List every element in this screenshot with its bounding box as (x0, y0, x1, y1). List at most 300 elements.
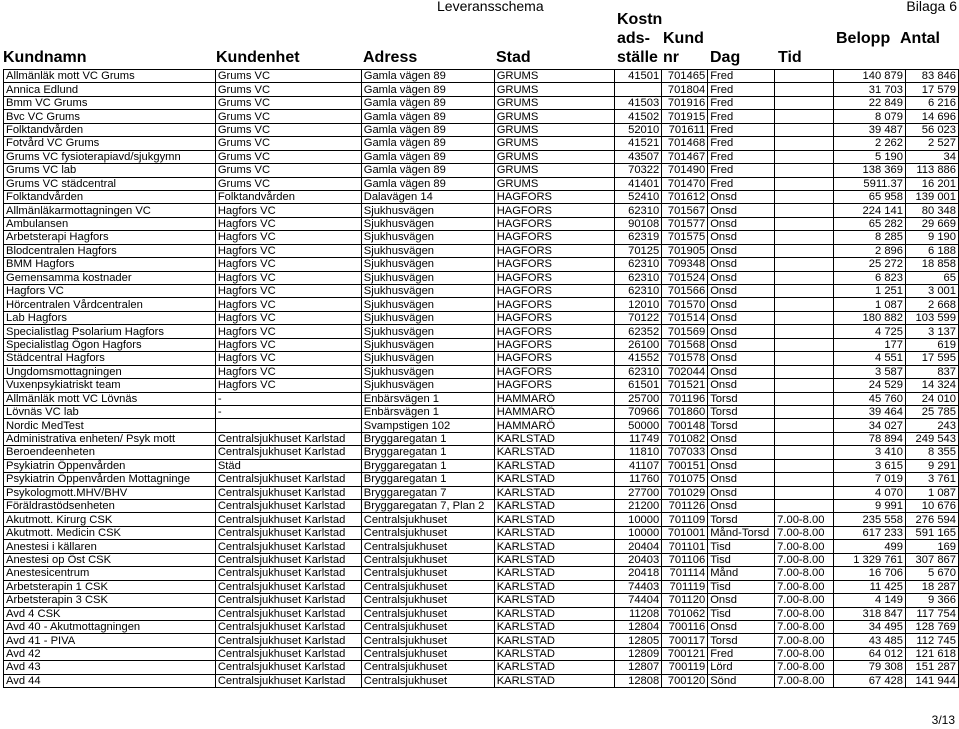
tid-cell (775, 150, 834, 163)
table-row (4, 620, 959, 633)
table-row (4, 594, 959, 607)
tid-cell (775, 217, 834, 230)
stad-cell: HAGFORS (494, 338, 615, 351)
adress-cell: Gamla vägen 89 (361, 96, 494, 109)
belopp-cell: 617 233 (834, 526, 906, 539)
kundenhet-cell: Hagfors VC (215, 217, 361, 230)
kostnadsstalle-cell: 50000 (615, 419, 662, 432)
kundenhet-cell: Hagfors VC (215, 379, 361, 392)
kundenhet-cell: Folktandvården (215, 190, 361, 203)
antal-cell: 112 745 (905, 634, 958, 647)
antal-cell: 2 668 (905, 298, 958, 311)
kostnadsstalle-cell (615, 83, 662, 96)
kundenhet-cell: Hagfors VC (215, 244, 361, 257)
belopp-cell: 180 882 (834, 311, 906, 324)
table-row (4, 473, 959, 486)
dag-cell: Fred (708, 70, 775, 83)
stad-cell: KARLSTAD (494, 526, 615, 539)
kostnadsstalle-cell: 27700 (615, 486, 662, 499)
kundnamn-cell: Anestesi op Öst CSK (4, 553, 216, 566)
stad-cell: HAGFORS (494, 298, 615, 311)
dag-cell: Lörd (708, 661, 775, 674)
belopp-cell: 25 272 (834, 258, 906, 271)
kundnamn-cell: Bmm VC Grums (4, 96, 216, 109)
kundenhet-cell: Centralsjukhuset Karlstad (215, 473, 361, 486)
kundenhet-cell: Grums VC (215, 70, 361, 83)
belopp-cell: 177 (834, 338, 906, 351)
belopp-cell: 24 529 (834, 379, 906, 392)
kundnr-cell: 701905 (662, 244, 708, 257)
antal-cell: 3 001 (905, 285, 958, 298)
tid-cell: 7.00-8.00 (775, 526, 834, 539)
table-row (4, 567, 959, 580)
belopp-cell: 1 329 761 (834, 553, 906, 566)
belopp-cell: 9 991 (834, 500, 906, 513)
tid-cell (775, 365, 834, 378)
tid-cell (775, 190, 834, 203)
adress-cell: Sjukhusvägen (361, 338, 494, 351)
antal-cell: 117 754 (905, 607, 958, 620)
table-row (4, 607, 959, 620)
kundnamn-cell: Grums VC fysioterapiavd/sjukgymn (4, 150, 216, 163)
kundnamn-cell: Psykiatrin Öppenvården Mottagninge (4, 473, 216, 486)
header-kundnr-1: Kund (663, 30, 704, 47)
kundenhet-cell: Grums VC (215, 96, 361, 109)
kundnamn-cell: Avd 44 (4, 674, 216, 687)
kundnr-cell: 701521 (662, 379, 708, 392)
header-kostnadsstalle-2: ads- (617, 30, 650, 47)
kostnadsstalle-cell: 20403 (615, 553, 662, 566)
kostnadsstalle-cell: 62310 (615, 204, 662, 217)
dag-cell: Onsd (708, 379, 775, 392)
kundnr-cell: 701196 (662, 392, 708, 405)
belopp-cell: 2 896 (834, 244, 906, 257)
kundnr-cell: 701514 (662, 311, 708, 324)
document-title: Leveransschema (437, 0, 544, 14)
belopp-cell: 4 149 (834, 594, 906, 607)
adress-cell: Centralsjukhuset (361, 661, 494, 674)
antal-cell: 103 599 (905, 311, 958, 324)
stad-cell: GRUMS (494, 70, 615, 83)
table-row (4, 204, 959, 217)
stad-cell: KARLSTAD (494, 674, 615, 687)
kostnadsstalle-cell: 74404 (615, 594, 662, 607)
kundnr-cell: 701062 (662, 607, 708, 620)
tid-cell (775, 379, 834, 392)
antal-cell: 65 (905, 271, 958, 284)
kundnr-cell: 701119 (662, 580, 708, 593)
stad-cell: KARLSTAD (494, 553, 615, 566)
dag-cell: Onsd (708, 352, 775, 365)
kostnadsstalle-cell: 41503 (615, 96, 662, 109)
stad-cell: KARLSTAD (494, 473, 615, 486)
kundnamn-cell: Anestesi i källaren (4, 540, 216, 553)
kundenhet-cell: Centralsjukhuset Karlstad (215, 580, 361, 593)
table-row (4, 634, 959, 647)
kostnadsstalle-cell: 20404 (615, 540, 662, 553)
table-row (4, 244, 959, 257)
kundenhet-cell: Centralsjukhuset Karlstad (215, 594, 361, 607)
tid-cell (775, 311, 834, 324)
belopp-cell: 224 141 (834, 204, 906, 217)
kundnamn-cell: Administrativa enheten/ Psyk mott (4, 432, 216, 445)
belopp-cell: 3 615 (834, 459, 906, 472)
kostnadsstalle-cell: 62310 (615, 285, 662, 298)
header-stad: Stad (496, 49, 531, 66)
kundnamn-cell: Gemensamma kostnader (4, 271, 216, 284)
table-row (4, 405, 959, 418)
page-number: 3/13 (931, 713, 955, 727)
header-kostnadsstalle-1: Kostn (617, 11, 663, 28)
stad-cell: HAMMARÖ (494, 392, 615, 405)
kundnamn-cell: Avd 43 (4, 661, 216, 674)
kundnamn-cell: Annica Edlund (4, 83, 216, 96)
tid-cell (775, 352, 834, 365)
antal-cell: 56 023 (905, 123, 958, 136)
tid-cell: 7.00-8.00 (775, 607, 834, 620)
antal-cell: 6 216 (905, 96, 958, 109)
kundnr-cell: 701916 (662, 96, 708, 109)
belopp-cell: 5 190 (834, 150, 906, 163)
kundenhet-cell: Hagfors VC (215, 204, 361, 217)
antal-cell: 14 324 (905, 379, 958, 392)
table-row (4, 311, 959, 324)
kundenhet-cell: Centralsjukhuset Karlstad (215, 567, 361, 580)
dag-cell: Onsd (708, 298, 775, 311)
antal-cell: 3 761 (905, 473, 958, 486)
stad-cell: HAGFORS (494, 204, 615, 217)
adress-cell: Bryggaregatan 7 (361, 486, 494, 499)
kundnr-cell: 701082 (662, 432, 708, 445)
belopp-cell: 499 (834, 540, 906, 553)
tid-cell (775, 285, 834, 298)
delivery-schedule-table (3, 69, 959, 688)
tid-cell (775, 338, 834, 351)
kostnadsstalle-cell: 12805 (615, 634, 662, 647)
tid-cell (775, 137, 834, 150)
table-row (4, 150, 959, 163)
kundnamn-cell: BMM Hagfors (4, 258, 216, 271)
kostnadsstalle-cell: 41502 (615, 110, 662, 123)
adress-cell: Bryggaregatan 7, Plan 2 (361, 500, 494, 513)
adress-cell: Bryggaregatan 1 (361, 459, 494, 472)
adress-cell: Sjukhusvägen (361, 285, 494, 298)
stad-cell: KARLSTAD (494, 634, 615, 647)
adress-cell: Centralsjukhuset (361, 526, 494, 539)
antal-cell: 14 696 (905, 110, 958, 123)
header-adress: Adress (363, 49, 418, 66)
belopp-cell: 5911.37 (834, 177, 906, 190)
kostnadsstalle-cell: 70966 (615, 405, 662, 418)
antal-cell: 5 670 (905, 567, 958, 580)
table-row (4, 96, 959, 109)
kostnadsstalle-cell: 62310 (615, 271, 662, 284)
kundnr-cell: 701568 (662, 338, 708, 351)
stad-cell: HAGFORS (494, 285, 615, 298)
tid-cell: 7.00-8.00 (775, 553, 834, 566)
table-row (4, 661, 959, 674)
dag-cell: Onsd (708, 258, 775, 271)
antal-cell: 80 348 (905, 204, 958, 217)
kundenhet-cell: Grums VC (215, 137, 361, 150)
kundnr-cell: 700148 (662, 419, 708, 432)
table-row (4, 379, 959, 392)
kundnr-cell: 701570 (662, 298, 708, 311)
kundnamn-cell: Allmänläkarmottagningen VC (4, 204, 216, 217)
dag-cell: Månd-Torsd (708, 526, 775, 539)
table-row (4, 123, 959, 136)
kundenhet-cell: - (215, 405, 361, 418)
adress-cell: Enbärsvägen 1 (361, 405, 494, 418)
adress-cell: Enbärsvägen 1 (361, 392, 494, 405)
kundenhet-cell: - (215, 392, 361, 405)
table-row (4, 647, 959, 660)
table-row (4, 190, 959, 203)
antal-cell: 591 165 (905, 526, 958, 539)
table-row (4, 392, 959, 405)
kundnr-cell: 701114 (662, 567, 708, 580)
kundnamn-cell: Ambulansen (4, 217, 216, 230)
stad-cell: KARLSTAD (494, 513, 615, 526)
antal-cell: 837 (905, 365, 958, 378)
kundnamn-cell: Lövnäs VC lab (4, 405, 216, 418)
tid-cell: 7.00-8.00 (775, 513, 834, 526)
kundenhet-cell: Centralsjukhuset Karlstad (215, 540, 361, 553)
antal-cell: 249 543 (905, 432, 958, 445)
antal-cell: 113 886 (905, 164, 958, 177)
adress-cell: Centralsjukhuset (361, 607, 494, 620)
tid-cell: 7.00-8.00 (775, 580, 834, 593)
stad-cell: KARLSTAD (494, 647, 615, 660)
stad-cell: HAGFORS (494, 231, 615, 244)
belopp-cell: 65 958 (834, 190, 906, 203)
dag-cell: Onsd (708, 473, 775, 486)
tid-cell (775, 164, 834, 177)
stad-cell: HAGFORS (494, 190, 615, 203)
dag-cell: Tisd (708, 540, 775, 553)
kundnamn-cell: Arbetsterapin 3 CSK (4, 594, 216, 607)
adress-cell: Centralsjukhuset (361, 594, 494, 607)
kundnr-cell: 701120 (662, 594, 708, 607)
antal-cell: 10 676 (905, 500, 958, 513)
dag-cell: Onsd (708, 231, 775, 244)
tid-cell (775, 298, 834, 311)
tid-cell (775, 392, 834, 405)
kundnamn-cell: Avd 40 - Akutmottagningen (4, 620, 216, 633)
antal-cell: 2 527 (905, 137, 958, 150)
kundnamn-cell: Fotvård VC Grums (4, 137, 216, 150)
antal-cell: 17 595 (905, 352, 958, 365)
stad-cell: KARLSTAD (494, 620, 615, 633)
kundnr-cell: 700120 (662, 674, 708, 687)
belopp-cell: 11 425 (834, 580, 906, 593)
kundnr-cell: 701101 (662, 540, 708, 553)
kundenhet-cell: Hagfors VC (215, 311, 361, 324)
kundnr-cell: 701915 (662, 110, 708, 123)
adress-cell: Bryggaregatan 1 (361, 432, 494, 445)
kundenhet-cell: Hagfors VC (215, 285, 361, 298)
kostnadsstalle-cell: 61501 (615, 379, 662, 392)
table-row (4, 258, 959, 271)
dag-cell: Fred (708, 647, 775, 660)
table-row (4, 338, 959, 351)
adress-cell: Gamla vägen 89 (361, 150, 494, 163)
dag-cell: Fred (708, 110, 775, 123)
adress-cell: Centralsjukhuset (361, 634, 494, 647)
antal-cell: 16 201 (905, 177, 958, 190)
header-tid: Tid (778, 49, 802, 66)
adress-cell: Sjukhusvägen (361, 271, 494, 284)
dag-cell: Onsd (708, 244, 775, 257)
header-dag: Dag (710, 49, 741, 66)
belopp-cell: 45 760 (834, 392, 906, 405)
stad-cell: HAGFORS (494, 311, 615, 324)
dag-cell: Torsd (708, 392, 775, 405)
tid-cell (775, 459, 834, 472)
kundenhet-cell: Grums VC (215, 110, 361, 123)
stad-cell: KARLSTAD (494, 580, 615, 593)
antal-cell: 141 944 (905, 674, 958, 687)
dag-cell: Onsd (708, 594, 775, 607)
kundnr-cell: 700151 (662, 459, 708, 472)
tid-cell (775, 70, 834, 83)
kostnadsstalle-cell: 11810 (615, 446, 662, 459)
adress-cell: Sjukhusvägen (361, 217, 494, 230)
kundenhet-cell: Centralsjukhuset Karlstad (215, 674, 361, 687)
stad-cell: GRUMS (494, 110, 615, 123)
adress-cell: Centralsjukhuset (361, 647, 494, 660)
dag-cell: Tisd (708, 607, 775, 620)
kundnr-cell: 701126 (662, 500, 708, 513)
tid-cell (775, 231, 834, 244)
dag-cell: Onsd (708, 620, 775, 633)
belopp-cell: 16 706 (834, 567, 906, 580)
belopp-cell: 6 823 (834, 271, 906, 284)
antal-cell: 243 (905, 419, 958, 432)
kundnr-cell: 701804 (662, 83, 708, 96)
kundenhet-cell: Centralsjukhuset Karlstad (215, 647, 361, 660)
kostnadsstalle-cell: 62310 (615, 365, 662, 378)
stad-cell: KARLSTAD (494, 500, 615, 513)
table-row (4, 110, 959, 123)
belopp-cell: 39 464 (834, 405, 906, 418)
kostnadsstalle-cell: 11749 (615, 432, 662, 445)
kundnr-cell: 701569 (662, 325, 708, 338)
kostnadsstalle-cell: 25700 (615, 392, 662, 405)
stad-cell: HAMMARÖ (494, 405, 615, 418)
belopp-cell: 67 428 (834, 674, 906, 687)
stad-cell: GRUMS (494, 164, 615, 177)
dag-cell: Onsd (708, 486, 775, 499)
adress-cell: Gamla vägen 89 (361, 83, 494, 96)
kundnamn-cell: Arbetsterapi Hagfors (4, 231, 216, 244)
belopp-cell: 64 012 (834, 647, 906, 660)
table-row (4, 432, 959, 445)
kundenhet-cell: Hagfors VC (215, 325, 361, 338)
dag-cell: Torsd (708, 634, 775, 647)
antal-cell: 8 355 (905, 446, 958, 459)
kostnadsstalle-cell: 10000 (615, 513, 662, 526)
kostnadsstalle-cell: 12010 (615, 298, 662, 311)
antal-cell: 307 867 (905, 553, 958, 566)
tid-cell (775, 486, 834, 499)
kostnadsstalle-cell: 62352 (615, 325, 662, 338)
antal-cell: 1 087 (905, 486, 958, 499)
dag-cell: Onsd (708, 217, 775, 230)
belopp-cell: 8 079 (834, 110, 906, 123)
header-belopp: Belopp (836, 30, 891, 47)
antal-cell: 128 769 (905, 620, 958, 633)
kostnadsstalle-cell: 70122 (615, 311, 662, 324)
kundnamn-cell: Specialistlag Ögon Hagfors (4, 338, 216, 351)
adress-cell: Sjukhusvägen (361, 244, 494, 257)
kostnadsstalle-cell: 70322 (615, 164, 662, 177)
stad-cell: KARLSTAD (494, 459, 615, 472)
dag-cell: Fred (708, 123, 775, 136)
adress-cell: Sjukhusvägen (361, 379, 494, 392)
tid-cell (775, 473, 834, 486)
dag-cell: Fred (708, 164, 775, 177)
adress-cell: Sjukhusvägen (361, 325, 494, 338)
kostnadsstalle-cell: 21200 (615, 500, 662, 513)
kundenhet-cell: Centralsjukhuset Karlstad (215, 526, 361, 539)
kostnadsstalle-cell: 11208 (615, 607, 662, 620)
adress-cell: Bryggaregatan 1 (361, 473, 494, 486)
kundnamn-cell: Nordic MedTest (4, 419, 216, 432)
kundnr-cell: 701467 (662, 150, 708, 163)
table-row (4, 674, 959, 687)
kundenhet-cell: Hagfors VC (215, 258, 361, 271)
kostnadsstalle-cell: 41521 (615, 137, 662, 150)
belopp-cell: 34 495 (834, 620, 906, 633)
adress-cell: Bryggaregatan 1 (361, 446, 494, 459)
kundenhet-cell: Centralsjukhuset Karlstad (215, 620, 361, 633)
tid-cell (775, 83, 834, 96)
table-row (4, 486, 959, 499)
adress-cell: Sjukhusvägen (361, 258, 494, 271)
stad-cell: HAGFORS (494, 365, 615, 378)
table-row (4, 352, 959, 365)
kundenhet-cell: Centralsjukhuset Karlstad (215, 432, 361, 445)
table-row (4, 526, 959, 539)
kundnamn-cell: Ungdomsmottagningen (4, 365, 216, 378)
belopp-cell: 4 725 (834, 325, 906, 338)
kostnadsstalle-cell: 62310 (615, 258, 662, 271)
adress-cell: Gamla vägen 89 (361, 70, 494, 83)
kostnadsstalle-cell: 52410 (615, 190, 662, 203)
header-kundenhet: Kundenhet (216, 49, 300, 66)
table-row (4, 217, 959, 230)
stad-cell: HAMMARÖ (494, 419, 615, 432)
stad-cell: KARLSTAD (494, 540, 615, 553)
kundenhet-cell: Hagfors VC (215, 271, 361, 284)
belopp-cell: 1 087 (834, 298, 906, 311)
kostnadsstalle-cell: 41501 (615, 70, 662, 83)
dag-cell: Onsd (708, 500, 775, 513)
antal-cell: 29 669 (905, 217, 958, 230)
kundenhet-cell: Grums VC (215, 83, 361, 96)
tid-cell (775, 271, 834, 284)
table-row (4, 553, 959, 566)
kundnr-cell: 701567 (662, 204, 708, 217)
kundnr-cell: 701465 (662, 70, 708, 83)
stad-cell: GRUMS (494, 177, 615, 190)
table-row (4, 83, 959, 96)
tid-cell: 7.00-8.00 (775, 540, 834, 553)
antal-cell: 139 001 (905, 190, 958, 203)
antal-cell: 25 785 (905, 405, 958, 418)
kundnamn-cell: Avd 42 (4, 647, 216, 660)
